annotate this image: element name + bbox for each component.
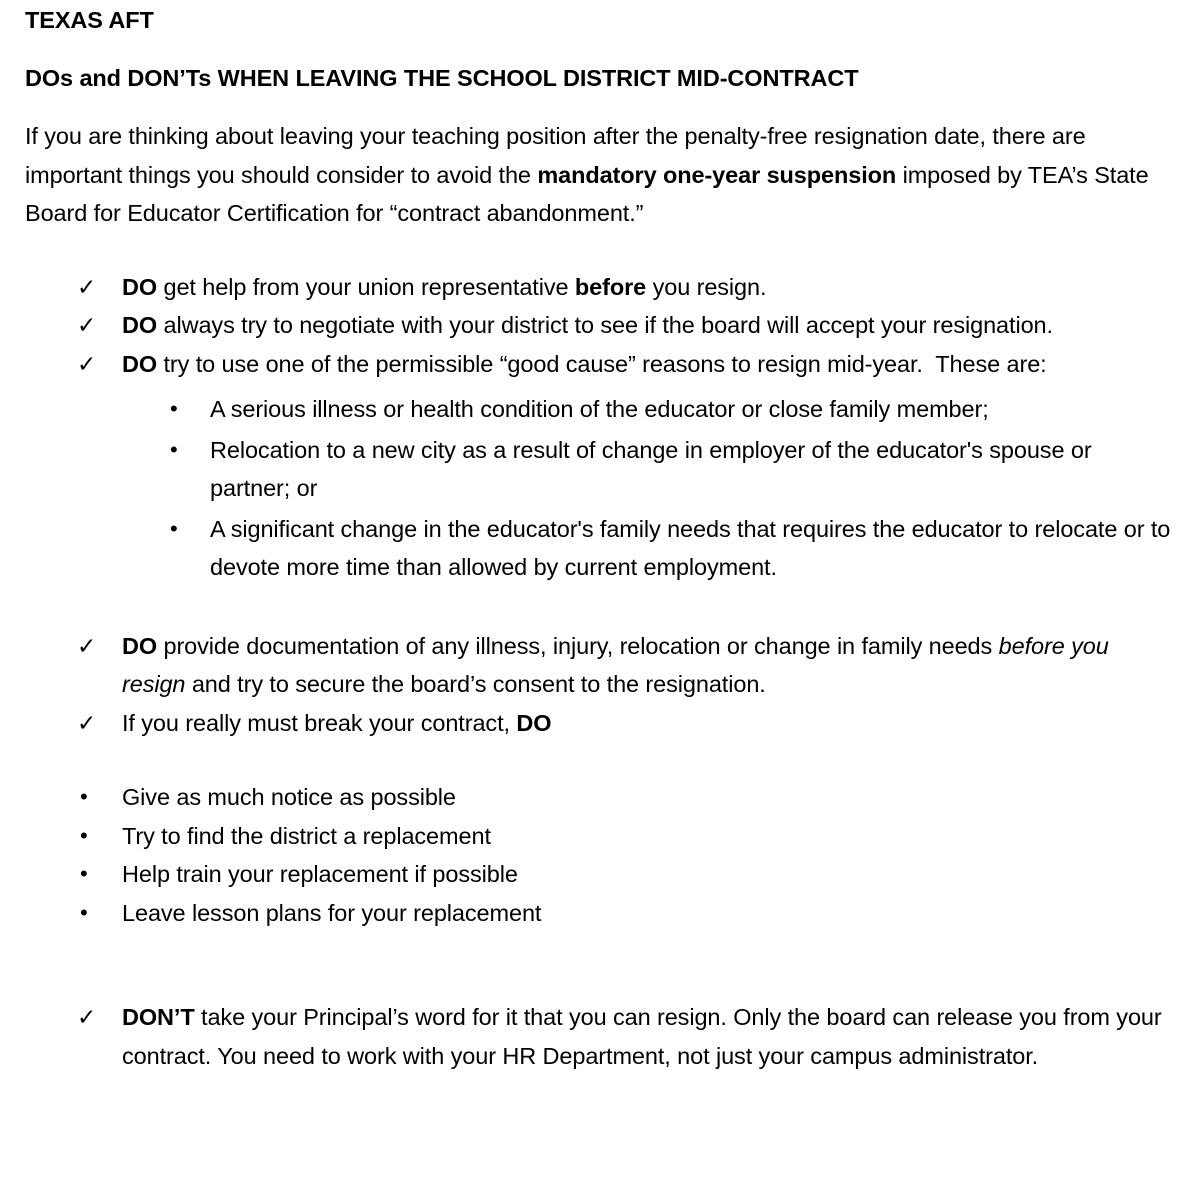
checkmark-icon: ✓ — [77, 632, 97, 659]
bullet-item-text: Relocation to a new city as a result of change in employer of the educator's spouse or partner; or — [210, 436, 1098, 501]
do-check-list-2 — [25, 627, 1178, 743]
bullet-icon: • — [170, 515, 178, 541]
checkmark-icon: ✓ — [77, 312, 97, 338]
bullet-item-text: Help train your replacement if possible — [122, 861, 518, 887]
action-bullet-list — [25, 778, 1178, 932]
do-check-list — [25, 268, 1178, 384]
bullet-icon: • — [80, 822, 88, 848]
bullet-item-text: Try to find the district a replacement — [122, 822, 491, 849]
check-item — [25, 998, 1178, 1075]
check-item-text: If you really must break your contract, DO — [122, 709, 552, 736]
bullet-icon: • — [80, 899, 88, 925]
bullet-item — [25, 778, 1178, 817]
document-heading: DOs and DON’Ts WHEN LEAVING THE SCHOOL DISTRICT MID-CONTRACT — [25, 64, 859, 91]
check-item-text: DO always try to negotiate with your district to see if the board will accept your resignation. — [122, 312, 1053, 338]
check-item — [25, 345, 1178, 384]
bullet-item-text: A serious illness or health condition of the educator or close family member; — [210, 396, 989, 422]
bullet-item-text: A significant change in the educator's family needs that requires the educator to relocate or to devote more time than allowed by current employment. — [210, 515, 1177, 580]
checkmark-icon: ✓ — [77, 1004, 97, 1030]
bullet-item — [25, 894, 1178, 933]
check-item-text: DON’T take your Principal’s word for it that you can resign. Only the board can release you from your contract. You need to work with your HR Department, not just your campus administrator. — [122, 1004, 1169, 1069]
check-item — [25, 704, 1178, 743]
checkmark-icon: ✓ — [77, 273, 97, 300]
dont-check-list — [25, 998, 1178, 1075]
document-title: TEXAS AFT — [25, 7, 154, 33]
bullet-item — [25, 817, 1178, 856]
bullet-item-text: Leave lesson plans for your replacement — [122, 899, 542, 926]
check-item-text: DO provide documentation of any illness, injury, relocation or change in family needs before you resign and try to secure the board’s consent to the resignation. — [122, 632, 1116, 697]
intro-paragraph: If you are thinking about leaving your teaching position after the penalty-free resignation date, there are important things you should consider to avoid the mandatory one-year suspension imposed by TEA’s State Board for Educator Certification for “contract abandonment.” — [25, 123, 1156, 226]
check-item-text: DO try to use one of the permissible “good cause” reasons to resign mid-year. These are: — [122, 350, 1047, 377]
bullet-item-text: Give as much notice as possible — [122, 784, 456, 810]
check-item — [25, 306, 1178, 345]
bullet-item — [25, 855, 1178, 894]
bullet-item — [25, 390, 1178, 429]
checkmark-icon: ✓ — [77, 350, 97, 377]
bullet-icon: • — [80, 861, 88, 886]
check-item — [25, 627, 1178, 704]
check-item-text: DO get help from your union representative before you resign. — [122, 273, 767, 300]
check-item — [25, 268, 1178, 307]
bullet-icon: • — [170, 436, 178, 462]
bullet-icon: • — [170, 396, 178, 421]
bullet-item — [25, 431, 1178, 508]
bullet-icon: • — [80, 784, 88, 809]
bullet-item — [25, 510, 1178, 587]
good-cause-bullet-list — [25, 390, 1178, 587]
checkmark-icon: ✓ — [77, 709, 97, 736]
